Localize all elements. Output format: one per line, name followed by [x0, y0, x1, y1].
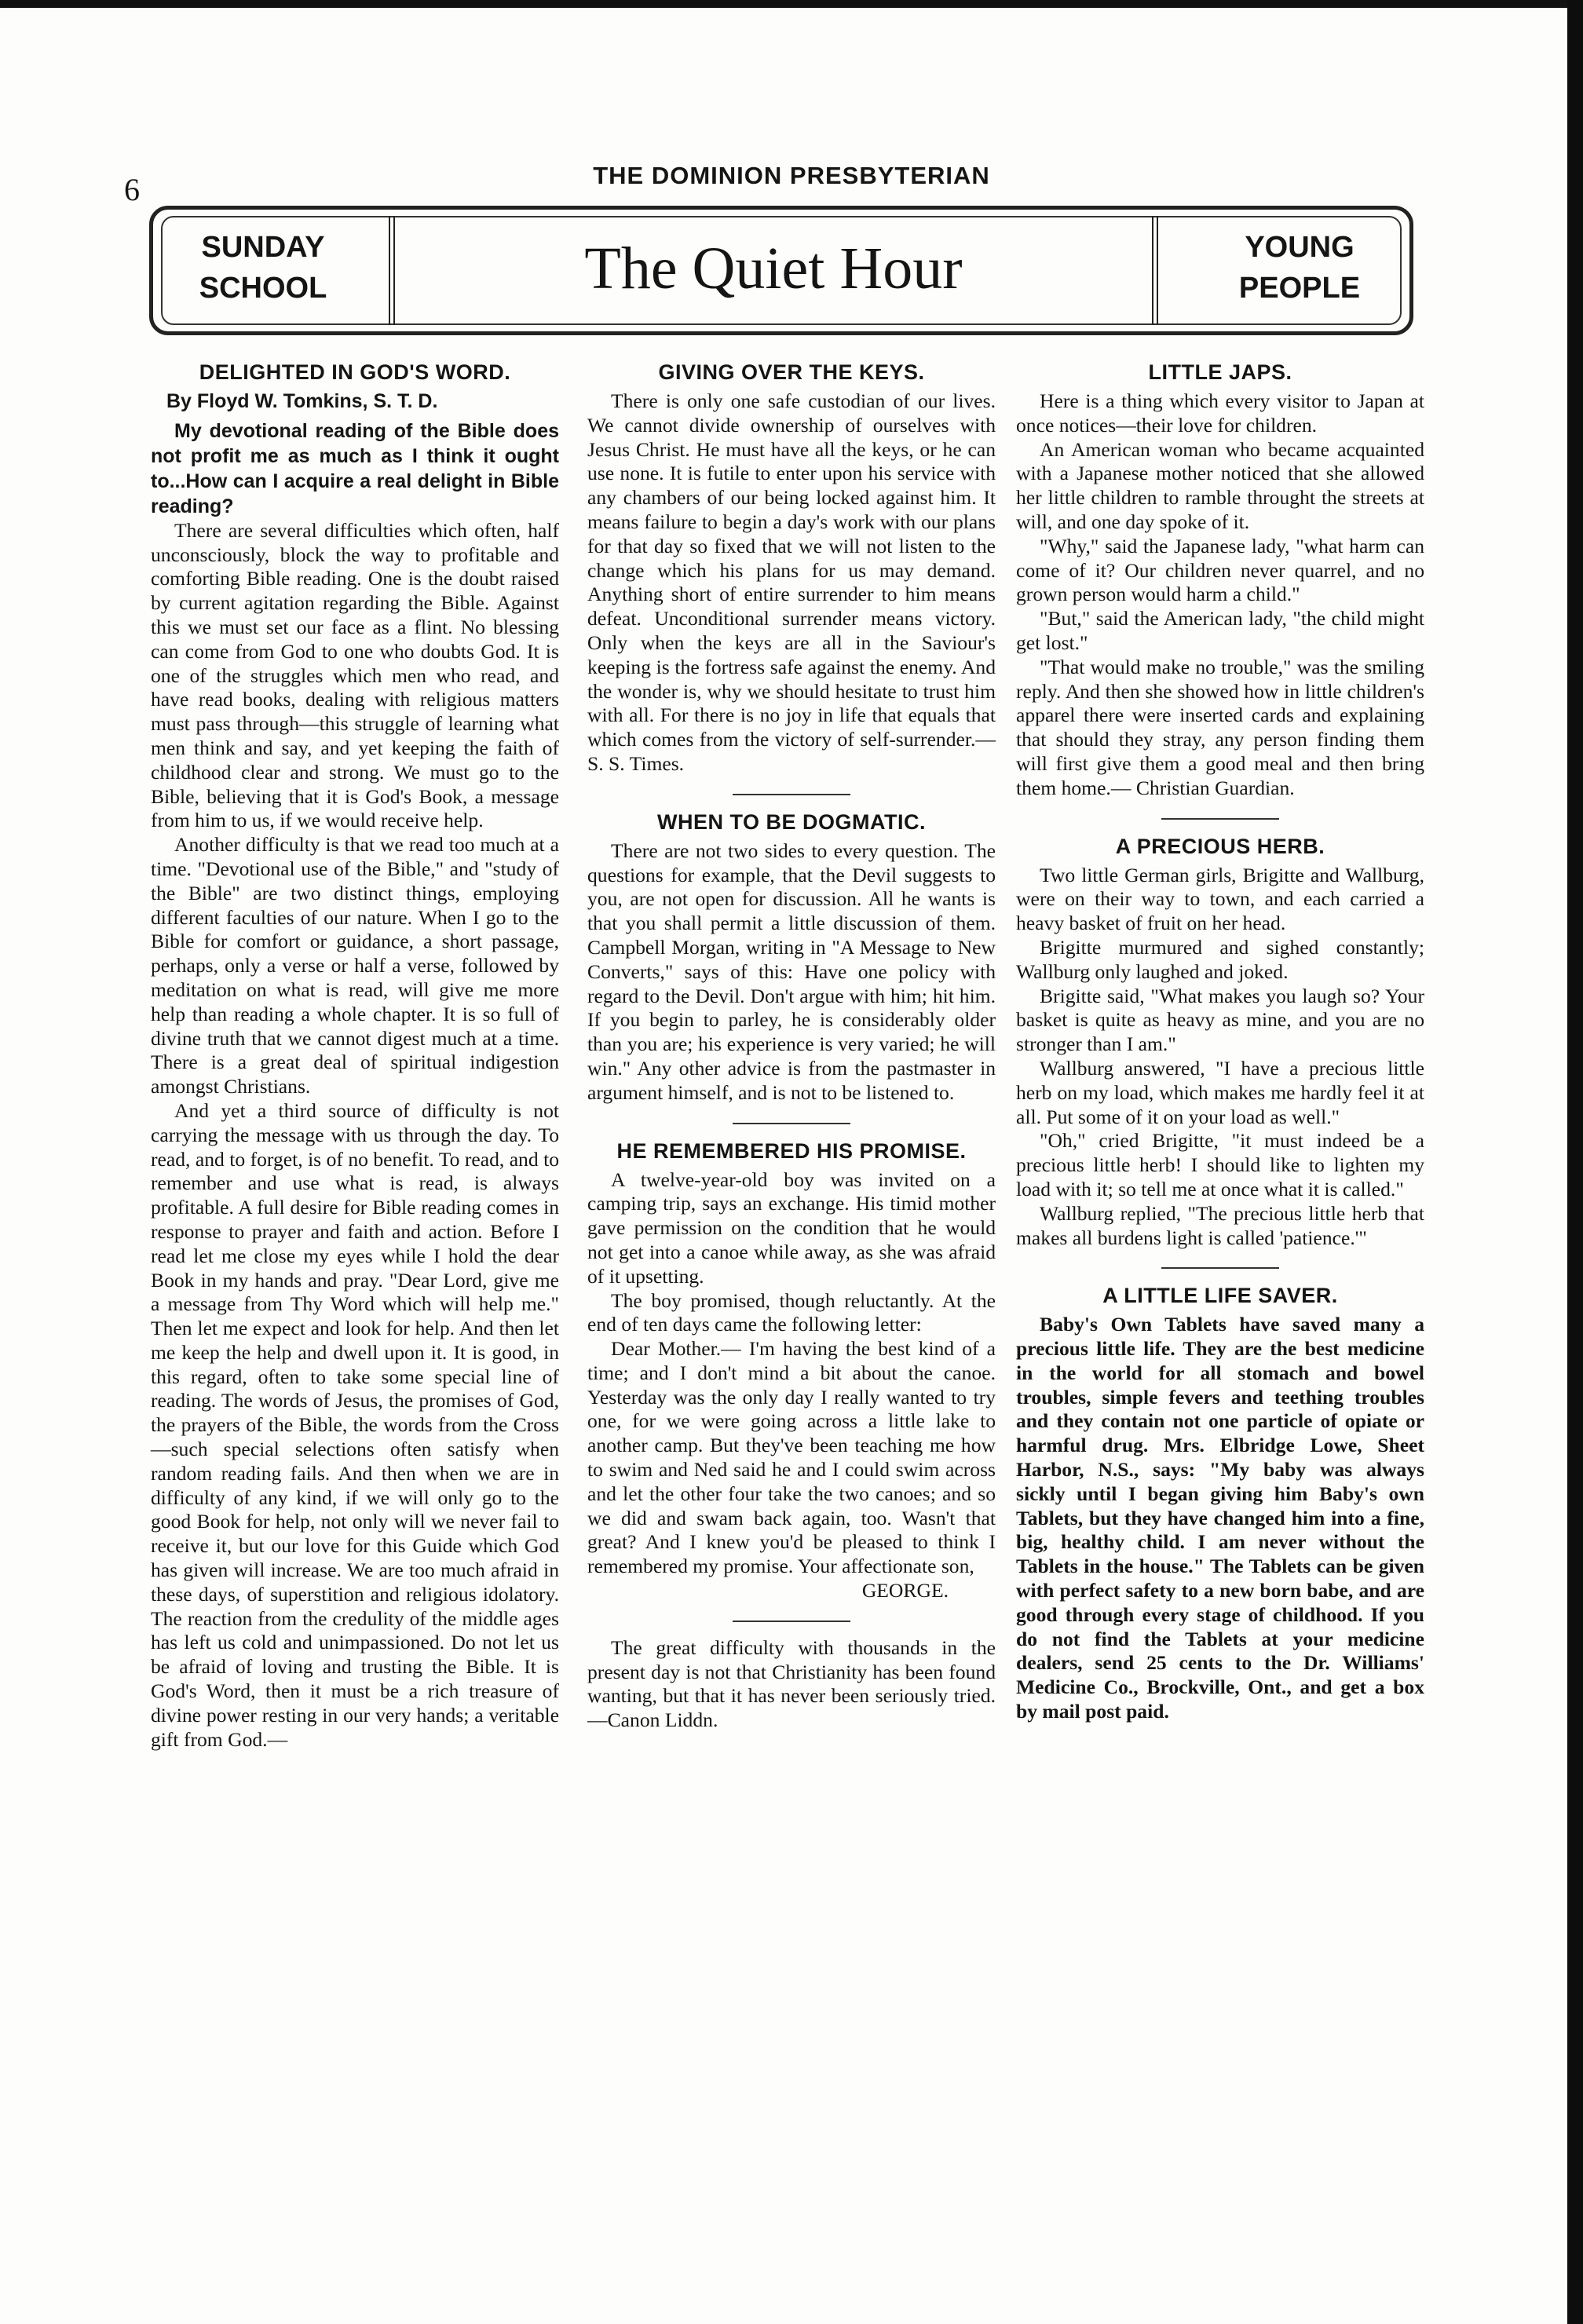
article-paragraph: An American woman who became acquainted with a Japanese mother noticed that she allowed her little children to ramble throught the streets at will, and one day spoke of it. — [1016, 437, 1424, 533]
article-heading: HE REMEMBERED HIS PROMISE. — [616, 1138, 967, 1163]
advertisement-text: Baby's Own Tablets have saved many a precious little life. They are the best medicine in the world for all stomach and bowel troubles, simple fevers and teething troubles and they contain not one particle of opiate or harmful drug. Mrs. Elbridge Lowe, Sheet Harbor, N.S., says: "My baby was always sickly until I began giving him Baby's own Tablets, but they have changed him into a fine, big, healthy child. I am never without the Tablets in the house." The Tablets can be given with perfect safety to a new born babe, and are good through every stage of childhood. If you do not find the Tablets at your medicine dealers, send 25 cents to the Dr. Williams' Medicine Co., Brockville, Ont., and get a box by mail post paid. — [1016, 1313, 1424, 1723]
banner-divider-left — [389, 216, 395, 325]
section-banner — [149, 206, 1413, 335]
quote-paragraph: The great difficulty with thousands in the present day is not that Christianity has been found wanting, but that it has never been seriously tried.—Canon Liddn. — [587, 1635, 996, 1732]
masthead: THE DOMINION PRESBYTERIAN — [593, 162, 990, 189]
column-3 — [1016, 360, 1424, 1724]
article-paragraph: Another difficulty is that we read too much at a time. "Devotional use of the Bible," and "study of the Bible" are two distinct things, employing different faculties of our nature. When I go to the Bible for comfort or guidance, a short passage, perhaps, only a verse or half a verse, followed by meditation on what is read, will give me more help than reading a whole chapter. It is so full of divine truth that we cannot digest much at a time. There is a great deal of spiritual indigestion amongst Christians. — [151, 833, 559, 1098]
article-paragraph: "But," said the American lady, "the child might get lost." — [1016, 607, 1424, 654]
article-separator — [733, 1621, 850, 1622]
article-paragraph: Brigitte murmured and sighed constantly; Wallburg only laughed and joked. — [1016, 935, 1424, 983]
article-paragraph: There are several difficulties which often, half unconsciously, block the way to profitable and comforting Bible reading. One is the doubt raised by current agitation regarding the Bible. Against this we must set our face as a flint. No blessing can come from God to one who doubts God. It is one of the struggles which men who read, and have read books, dealing with religious matters must pass through—this struggle of learning what men think and say, and yet keeping the faith of childhood clear and strong. We must go to the Bible, believing that it is God's Book, a message from him to us, if we would receive help. — [151, 518, 559, 832]
article-paragraph: There is only one safe custodian of our lives. We cannot divide ownership of ourselves with Jesus Christ. He must have all the keys, or he can use none. It is futile to enter upon his service with any chambers of our being locked against him. It means failure to begin a day's work with our plans for that day so fixed that we will not listen to the change which his plans for us may demand. Anything short of entire surrender to him means defeat. Unconditional surrender means victory. Only when the keys are all in the Saviour's keeping is the fortress safe against the enemy. And the wonder is, why we should hesitate to trust him with all. For there is no joy in life that equals that which comes from the victory of self-surrender.— S. S. Times. — [587, 389, 996, 775]
article-separator — [733, 1123, 850, 1124]
reader-question: My devotional reading of the Bible does not profit me as much as I think it ought to...How can I acquire a real delight in Bible reading? — [151, 419, 559, 517]
scan-right-edge — [1567, 0, 1583, 2324]
article-separator — [1161, 818, 1279, 820]
article-paragraph: Two little German girls, Brigitte and Wallburg, were on their way to town, and each carried a heavy basket of fruit on her head. — [1016, 863, 1424, 935]
banner-right-line2: PEOPLE — [1238, 272, 1361, 305]
letter-signature: GEORGE. — [861, 1579, 949, 1602]
banner-right-line1: YOUNG — [1245, 231, 1355, 264]
banner-title: The Quiet Hour — [584, 236, 963, 301]
letter-text: Dear Mother.— I'm having the best kind of a time; and I don't mind a bit about the canoe. Yesterday was the only day I really wanted to try one, for we were going across a little lake to another camp. But they've been teaching me how to swim and Ned said he and I could swim across and let the other four take the two canoes; and so we did and swam back again, too. Wasn't that great? And I knew you'd be pleased to think I remembered my promise. Your affectionate son, — [587, 1337, 996, 1578]
article-paragraph: A twelve-year-old boy was invited on a camping trip, says an exchange. His timid mother gave permission on the condition that he would not get into a canoe while away, as she was afraid of it upsetting. — [587, 1167, 996, 1288]
article-paragraph: "Oh," cried Brigitte, "it must indeed be a precious little herb! I should like to lighten my load with it; so tell me at once what it is called." — [1016, 1129, 1424, 1200]
article-paragraph: "Why," said the Japanese lady, "what harm can come of it? Our children never quarrel, and no grown person would harm a child." — [1016, 534, 1424, 606]
article-byline: By Floyd W. Tomkins, S. T. D. — [166, 390, 438, 412]
banner-right-label — [1190, 227, 1409, 309]
article-paragraph: "That would make no trouble," was the smiling reply. And then she showed how in little children's apparel there were inserted cards and explaining that should they stray, any person finding them will first give them a good meal and then bring them home.— Christian Guardian. — [1016, 655, 1424, 799]
article-heading: DELIGHTED IN GOD'S WORD. — [199, 360, 511, 384]
article-heading: LITTLE JAPS. — [1148, 360, 1292, 384]
article-paragraph: Wallburg answered, "I have a precious little herb on my load, which makes me hardly feel it at all. Put some of it on your load as well." — [1016, 1056, 1424, 1128]
article-heading: A PRECIOUS HERB. — [1115, 834, 1325, 858]
article-paragraph: The boy promised, though reluctantly. At the end of ten days came the following letter: — [587, 1288, 996, 1336]
article-paragraph: There are not two sides to every question. The questions for example, that the Devil suggests to you, are not open for discussion. All he wants is that you shall permit a little discussion of them. Campbell Morgan, writing in "A Message to New Converts," says of this: Have one policy with regard to the Devil. Don't argue with him; hit him. If you begin to parley, he is considerably older than you are; his experience is very varied; he will win." Any other advice is from the pastmaster in argument himself, and is not to be listened to. — [587, 839, 996, 1104]
banner-left-line2: SCHOOL — [199, 272, 327, 305]
banner-divider-right — [1152, 216, 1158, 325]
article-heading: WHEN TO BE DOGMATIC. — [657, 809, 926, 834]
article-paragraph: Brigitte said, "What makes you laugh so? Your basket is quite as heavy as mine, and you are no stronger than I am." — [1016, 984, 1424, 1056]
article-heading: GIVING OVER THE KEYS. — [658, 360, 925, 384]
banner-left-line1: SUNDAY — [201, 231, 325, 264]
article-paragraph: Here is a thing which every visitor to Japan at once notices—their love for children. — [1016, 389, 1424, 437]
scan-top-edge — [0, 0, 1583, 8]
banner-left-label — [153, 227, 373, 309]
page-number: 6 — [124, 172, 140, 207]
article-heading: A LITTLE LIFE SAVER. — [1102, 1284, 1338, 1308]
article-separator — [733, 794, 850, 795]
article-paragraph: Wallburg replied, "The precious little herb that makes all burdens light is called 'patience.'" — [1016, 1201, 1424, 1249]
column-2 — [587, 360, 996, 1733]
article-paragraph: And yet a third source of difficulty is not carrying the message with us through the day. To read, and to forget, is of no benefit. To read, and to remember and use what is read, is always profitable. A full desire for Bible reading comes in response to prayer and faith and action. Before I read let me close my eyes while I hold the dear Book in my hands and pray. "Dear Lord, give me a message from Thy Word which will help me." Then let me expect and look for help. And then let me keep the help and dwell upon it. It is good, in this regard, often to take some special line of reading. The words of Jesus, the promises of God, the prayers of the Bible, the words from the Cross—such special selections often satisfy when random reading fails. And then when we are in difficulty of any kind, if we will only go to the good Book for help, not only will we never fail to receive it, but our love for this Guide which God has given will increase. We are too much afraid in these days, of superstition and religious idolatory. The reaction from the credulity of the middle ages has left us cold and unimpassioned. Do not let us be afraid of loving and trusting the Bible. It is God's Word, then it must be a rich treasure of divine power resting in our very hands; a veritable gift from God.— — [151, 1098, 559, 1751]
column-1 — [151, 360, 559, 1752]
article-separator — [1161, 1267, 1279, 1269]
